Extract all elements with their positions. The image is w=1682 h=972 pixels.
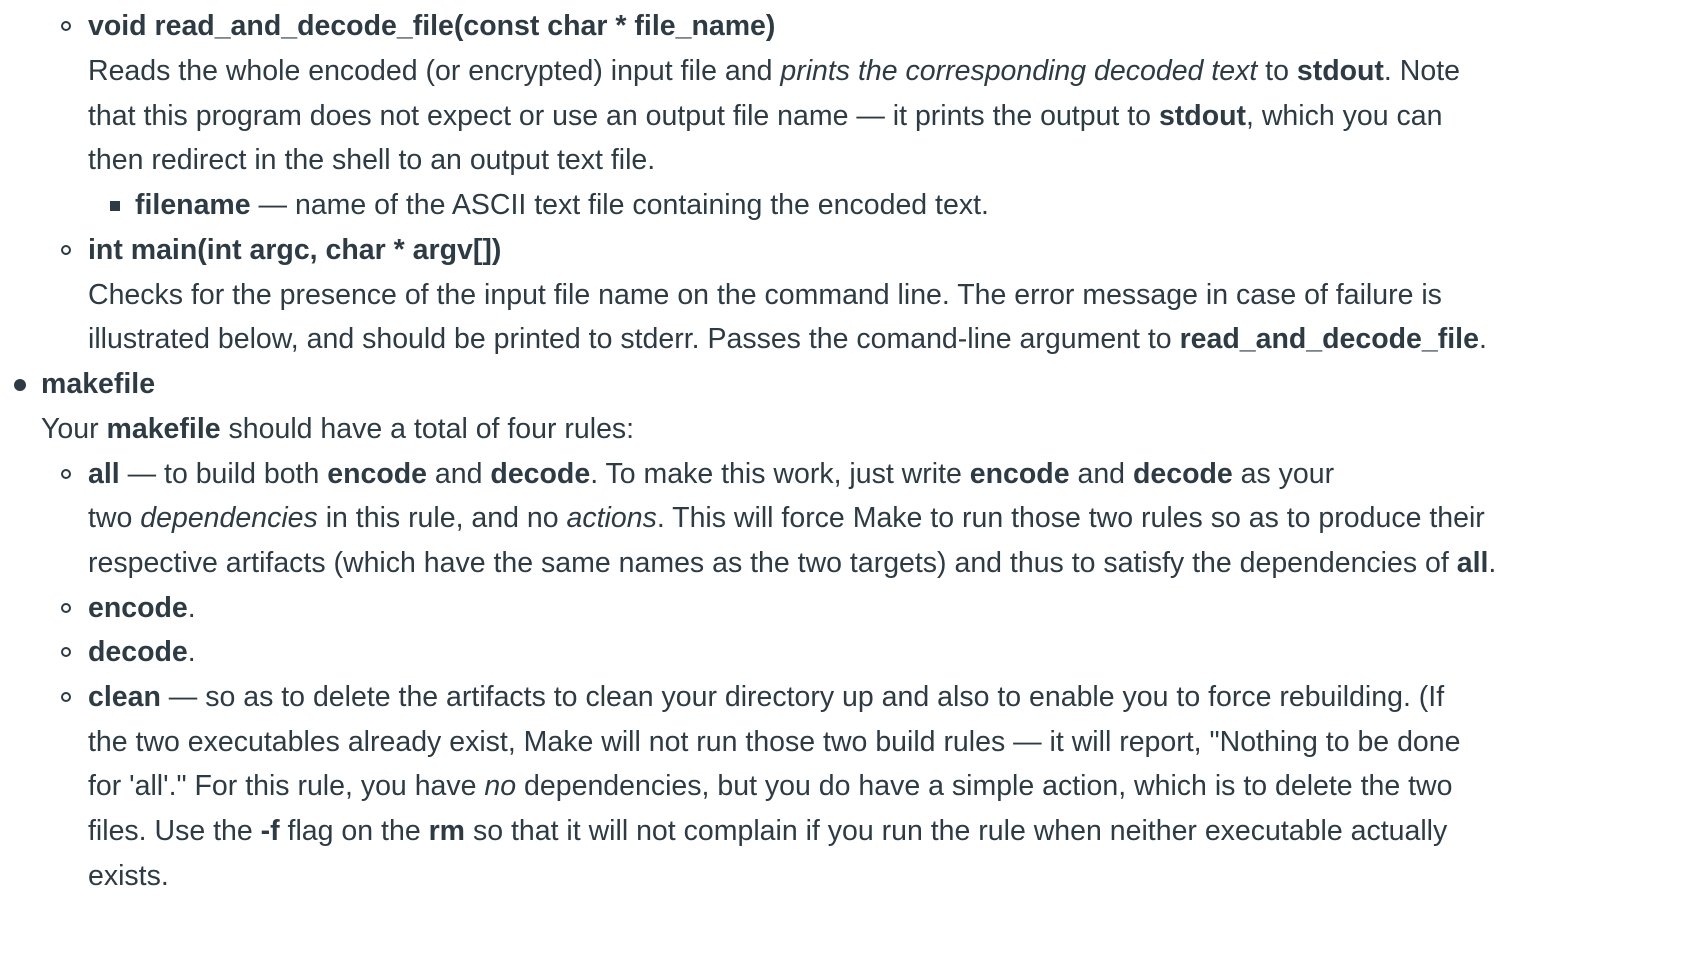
circle-bullet-icon bbox=[61, 245, 71, 255]
main-function-description-line-2: illustrated below, and should be printed to stderr. Passes the comand-line argument to read_and_decode_file. bbox=[88, 323, 1487, 355]
makefile-heading: makefile bbox=[41, 368, 156, 400]
rule-clean-line-2: the two executables already exist, Make will not run those two build rules — it will report, "Nothing to be done bbox=[88, 726, 1461, 758]
rule-encode: encode. bbox=[88, 592, 196, 624]
rule-clean-line-1: clean — so as to delete the artifacts to clean your directory up and also to enable you to force rebuilding. (If bbox=[88, 681, 1445, 713]
circle-bullet-icon bbox=[61, 469, 71, 479]
decode-function-signature: void read_and_decode_file(const char * file_name) bbox=[88, 10, 776, 42]
circle-bullet-icon bbox=[61, 647, 71, 657]
filename-parameter: filename — name of the ASCII text file containing the encoded text. bbox=[135, 189, 989, 221]
decode-function-description-line-1: Reads the whole encoded (or encrypted) input file and prints the corresponding decoded text to stdout. Note bbox=[88, 55, 1460, 87]
rule-decode: decode. bbox=[88, 636, 196, 668]
rule-all-line-3: respective artifacts (which have the same names as the two targets) and thus to satisfy the dependencies of all. bbox=[88, 547, 1497, 579]
main-function-description-line-1: Checks for the presence of the input file name on the command line. The error message in case of failure is bbox=[88, 279, 1442, 311]
rule-all-line-2: two dependencies in this rule, and no actions. This will force Make to run those two rules so as to produce their bbox=[88, 502, 1485, 534]
circle-bullet-icon bbox=[61, 21, 71, 31]
makefile-intro: Your makefile should have a total of four rules: bbox=[41, 413, 635, 445]
circle-bullet-icon bbox=[61, 603, 71, 613]
rule-all-line-1: all — to build both encode and decode. To make this work, just write encode and decode as your bbox=[88, 458, 1335, 490]
rule-clean-line-4: files. Use the -f flag on the rm so that it will not complain if you run the rule when neither executable actually bbox=[88, 815, 1448, 847]
main-function-signature: int main(int argc, char * argv[]) bbox=[88, 234, 502, 266]
circle-bullet-icon bbox=[61, 692, 71, 702]
decode-function-description-line-2: that this program does not expect or use an output file name — it prints the output to stdout, which you can bbox=[88, 100, 1443, 132]
rule-clean-line-5: exists. bbox=[88, 860, 169, 892]
disc-bullet-icon bbox=[14, 379, 26, 391]
rule-clean-line-3: for 'all'." For this rule, you have no dependencies, but you do have a simple action, which is to delete the two bbox=[88, 770, 1453, 802]
square-bullet-icon bbox=[110, 201, 120, 211]
decode-function-description-line-3: then redirect in the shell to an output text file. bbox=[88, 144, 656, 176]
